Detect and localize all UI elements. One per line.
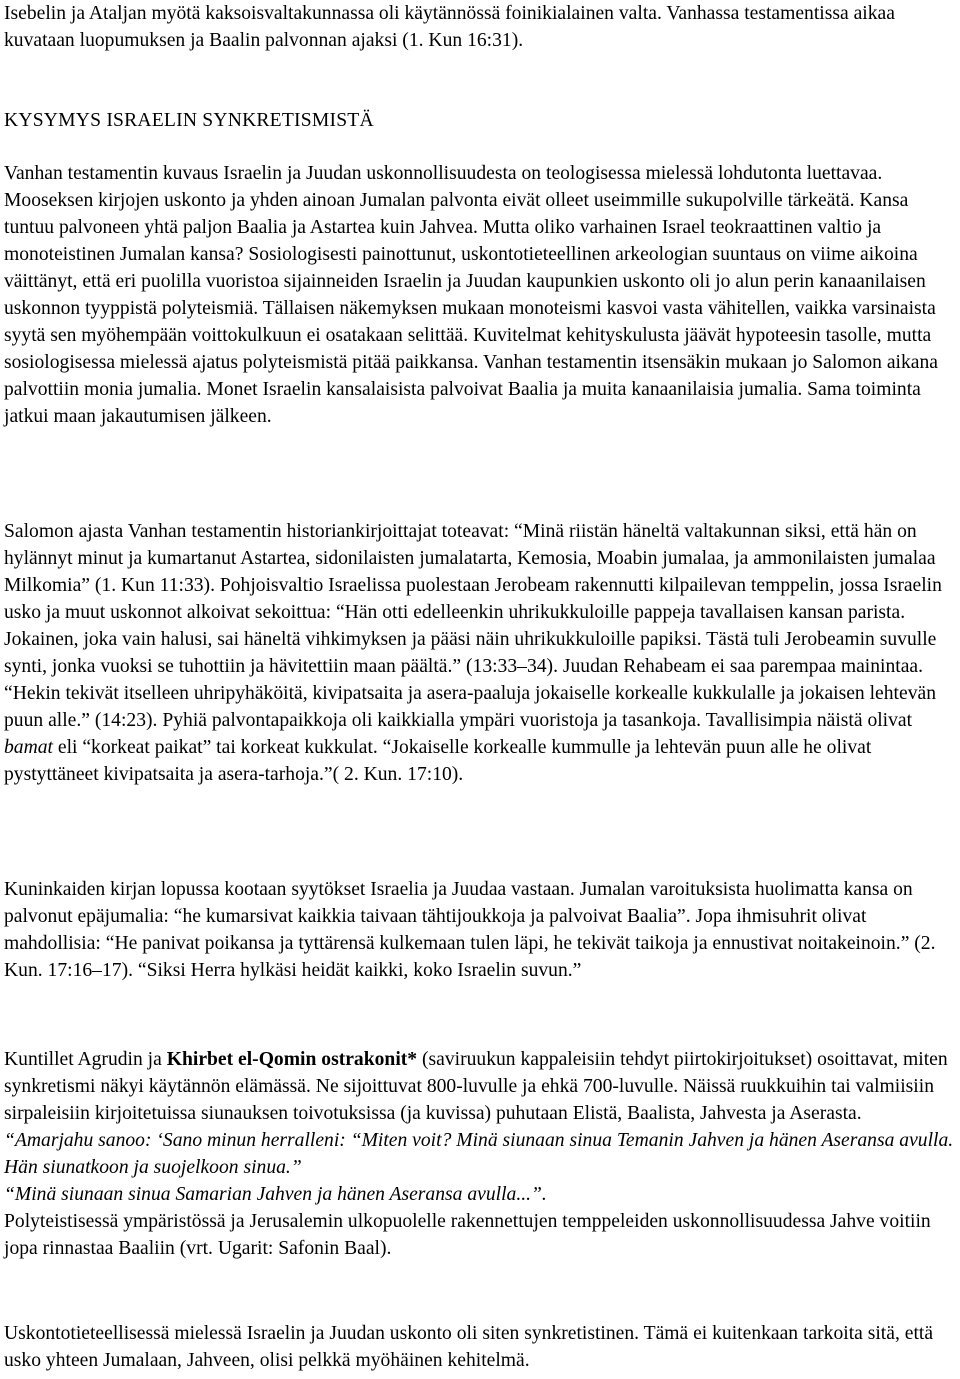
term-bamat: bamat bbox=[4, 737, 53, 758]
paragraph-salomon bbox=[4, 518, 956, 788]
quote-amarjahu: “Amarjahu sanoo: ‘Sano minun herralleni: “Miten voit? Minä siunaan sinua Temanin Jahven ja hänen Aseransa avulla. Hän siunatkoon ja suojelkoon sinua.” bbox=[4, 1130, 954, 1178]
paragraph-conclusion: Uskontotieteellisessä mielessä Israelin ja Juudan uskonto oli siten synkretistinen. Tämä ei kuitenkaan tarkoita sitä, että usko yhteen Jumalaan, Jahveen, olisi pelkkä myöhäinen kehitelmä. bbox=[4, 1323, 934, 1371]
quote-samaria: “Minä siunaan sinua Samarian Jahven ja hänen Aseransa avulla...”. bbox=[4, 1184, 547, 1205]
paragraph-kings: Kuninkaiden kirjan lopussa kootaan syytökset Israelia ja Juudaa vastaan. Jumalan varoituksista huolimatta kansa on palvonut epäjumalia: “he kumarsivat kaikkia taivaan tähtijoukkoja ja palvoivat Baalia”. Jopa ihmisuhrit olivat mahdollisia: “He panivat poikansa ja tyttärensä kulkemaan tulen läpi, he tekivät taikoja ja ennustivat noitakeinoin.” (2. Kun. 17:16–17). “Siksi Herra hylkäsi heidät kaikki, koko Israelin suvun.” bbox=[4, 879, 936, 981]
paragraph-salomon-text-end: eli “korkeat paikat” tai korkeat kukkulat. “Jokaiselle korkealle kummulle ja lehtevän puun alle he olivat pystyttäneet kivipatsaita ja asera-tarhoja.”( 2. Kun. 17:10). bbox=[4, 737, 872, 785]
paragraph-ostraca-intro: Kuntillet Agrudin ja bbox=[4, 1049, 167, 1070]
section-heading: KYSYMYS ISRAELIN SYNKRETISMISTÄ bbox=[4, 110, 374, 131]
paragraph-salomon-text: Salomon ajasta Vanhan testamentin historiankirjoittajat toteavat: “Minä riistän häneltä valtakunnan siksi, että hän on hylännyt minut ja kumartanut Astartea, sidonilaisten jumalatarta, Kemosia, Moabin jumalaa, ja ammonilaisten jumalaa Milkomia” (1. Kun 11:33). Pohjoisvaltio Israelissa puolestaan Jerobeam rakennutti kilpailevan temppelin, jossa Israelin usko ja muut uskonnot alkoivat sekoittua: “Hän otti edelleenkin uhrikukkuloille pappeja tavallaisen kansan parista. Jokainen, joka vain halusi, sai häneltä vihkimyksen ja pääsi näin uhrikukkuloille papiksi. Tästä tuli Jerobeamin suvulle synti, jonka vuoksi se tuhottiin ja hävitettiin maan päältä.” (13:33–34). Juudan Rehabeam ei saa parempaa mainintaa. “Hekin tekivät itselleen uhripyhäköitä, kivipatsaita ja asera-paaluja jokaiselle korkealle kukkulalle ja jokaisen lehtevän puun alle.” (14:23). Pyhiä palvontapaikkoja oli kaikkialla ympäri vuoristoja ja tasankoja. Tavallisimpia näistä olivat bbox=[4, 521, 942, 731]
term-ostraca: Khirbet el-Qomin ostrakonit* bbox=[166, 1049, 418, 1070]
paragraph-intro: Isebelin ja Ataljan myötä kaksoisvaltakunnassa oli käytännössä foinikialainen valta. Vanhassa testamentissa aikaa kuvataan luopumuksen ja Baalin palvonnan ajaksi (1. Kun 16:31). bbox=[4, 3, 895, 51]
paragraph-ostraca bbox=[4, 1046, 956, 1262]
paragraph-ostraca-text: (saviruukun kappaleisiin tehdyt piirtokirjoitukset) osoittavat, miten synkretismi näkyi käytännön elämässä. Ne sijoittuvat 800-luvulle ja ehkä 700-luvulle. Näissä ruukkuihin tai valmiisiin sirpaleisiin kirjoitetuissa siunauksen toivotuksissa (ja kuvissa) puhutaan Elistä, Baalista, Jahvesta ja Aserasta. bbox=[4, 1049, 948, 1124]
paragraph-ostraca-end: Polyteistisessä ympäristössä ja Jerusalemin ulkopuolelle rakennettujen temppeleiden uskonnollisuudessa Jahve voitiin jopa rinnastaa Baaliin (vrt. Ugarit: Safonin Baal). bbox=[4, 1211, 931, 1259]
paragraph-synkretism: Vanhan testamentin kuvaus Israelin ja Juudan uskonnollisuudesta on teologisessa mielessä lohdutonta luettavaa. Mooseksen kirjojen uskonto ja yhden ainoan Jumalan palvonta eivät olleet useimmille sukupolville tärkeätä. Kansa tuntuu palvoneen yhtä paljon Baalia ja Astartea kuin Jahvea. Mutta oliko varhainen Israel teokraattinen valtio ja monoteistinen Jumalan kansa? Sosiologisesti painottunut, uskontotieteellinen arkeologian suuntaus on viime aikoina väittänyt, että eri puolilla vuoristoa sijainneiden Israelin ja Juudan kaupunkien uskonto oli jo alun perin kanaanilaisen uskonnon tyyppistä polyteismiä. Tällaisen näkemyksen mukaan monoteismi kasvoi vasta vähitellen, vaikka varsinaista syytä sen myöhempään voittokulkuun ei osatakaan selittää. Kuvitelmat kehityskulusta jäävät hypoteesin tasolle, mutta sosiologisessa mielessä ajatus polyteismistä pitää paikkansa. Vanhan testamentin itsensäkin mukaan jo Salomon aikana palvottiin monia jumalia. Monet Israelin kansalaisista palvoivat Baalia ja muita kanaanilaisia jumalia. Sama toiminta jatkui maan jakautumisen jälkeen. bbox=[4, 163, 938, 427]
